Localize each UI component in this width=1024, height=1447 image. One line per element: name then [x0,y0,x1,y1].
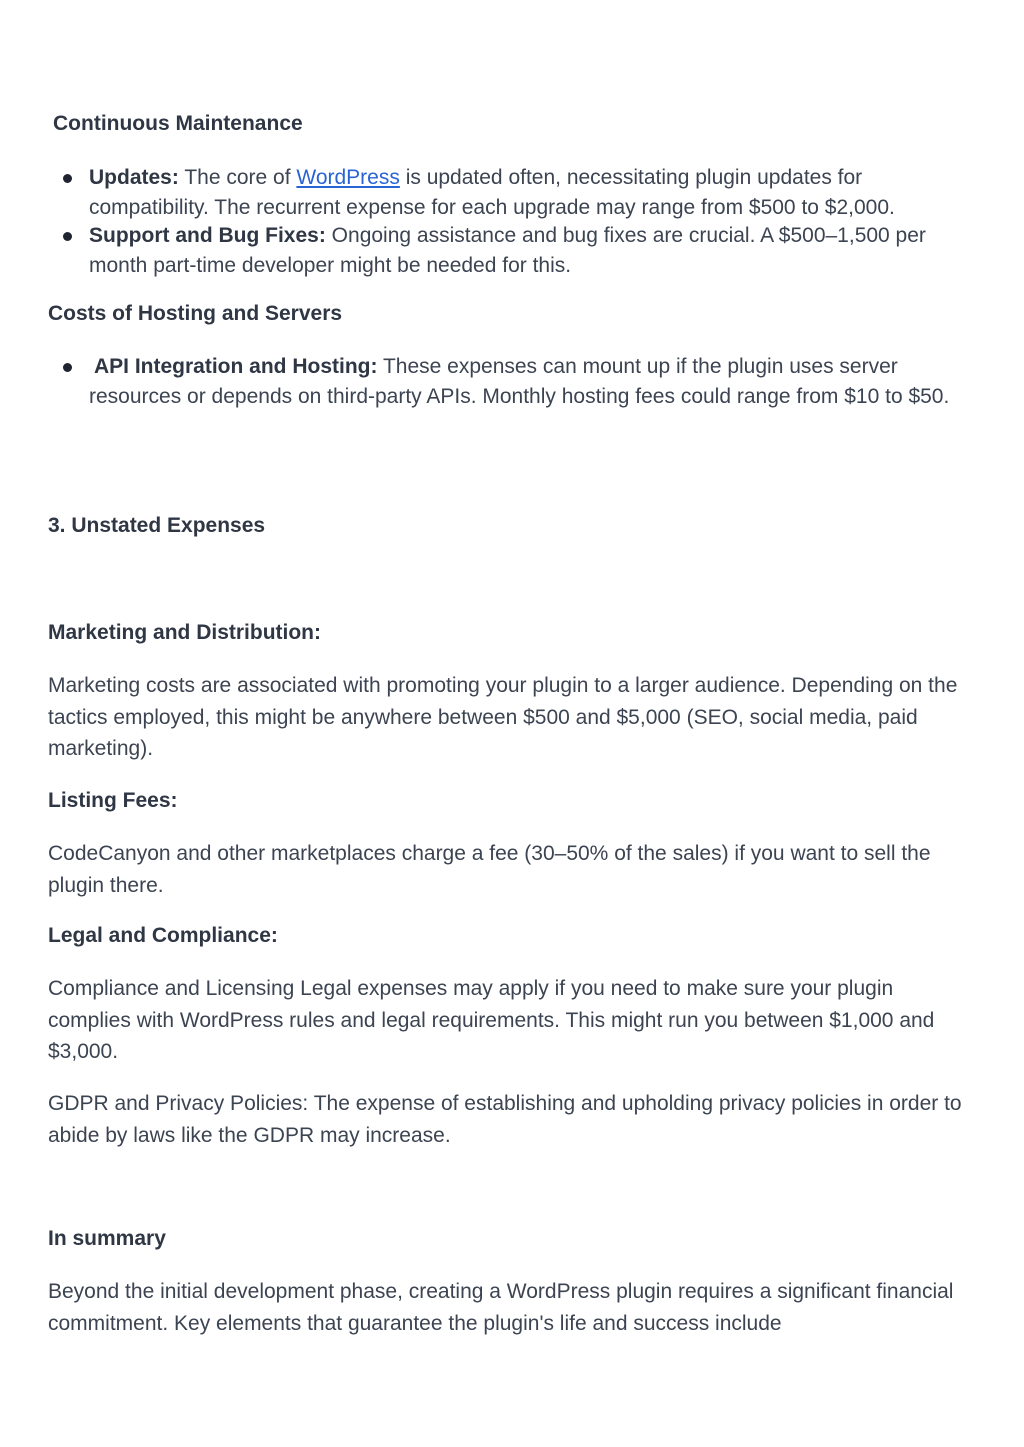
paragraph-listing-fees: CodeCanyon and other marketplaces charge a fee (30–50% of the sales) if you want to sell the plugin there. [48,842,931,897]
list-item-updates [89,163,974,222]
list-item-text: is updated often, necessitating plugin updates for compatibility. The recurrent expense for each upgrade may range from $500 to $2,000. [89,166,895,219]
heading-summary: In summary [48,1227,166,1250]
paragraph-legal-compliance: Compliance and Licensing Legal expenses may apply if you need to make sure your plugin complies with WordPress rules and legal requirements. This might run you between $1,000 and $3,000. [48,977,935,1063]
list-item-label: Updates: [89,166,179,189]
heading-hosting-costs: Costs of Hosting and Servers [48,302,343,325]
wordpress-link[interactable]: WordPress [296,166,400,189]
heading-listing-fees: Listing Fees: [48,789,178,812]
paragraph-marketing: Marketing costs are associated with promoting your plugin to a larger audience. Depending on the tactics employed, this might be anywhere between $500 and $5,000 (SEO, social media, paid marketing). [48,674,958,760]
heading-continuous-maintenance: Continuous Maintenance [53,112,303,135]
bullet-icon [63,363,72,372]
bullet-icon [63,232,72,241]
bullet-icon [63,174,72,183]
heading-marketing: Marketing and Distribution: [48,621,321,644]
paragraph-summary: Beyond the initial development phase, creating a WordPress plugin requires a significant financial commitment. Key elements that guarantee the plugin's life and success include [48,1280,954,1335]
heading-legal: Legal and Compliance: [48,924,278,947]
list-item-text: Ongoing assistance and bug fixes are crucial. A $500–1,500 per month part-time developer might be needed for this. [89,224,926,277]
list-item-support [89,221,974,280]
list-item-label: Support and Bug Fixes: [89,224,326,247]
paragraph-gdpr: GDPR and Privacy Policies: The expense of establishing and upholding privacy policies in order to abide by laws like the GDPR may increase. [48,1092,962,1147]
list-item-label: API Integration and Hosting: [94,355,378,378]
heading-unstated-expenses: 3. Unstated Expenses [48,514,266,537]
list-item-text: The core of [178,166,297,189]
list-item-text: These expenses can mount up if the plugin uses server resources or depends on third-party APIs. Monthly hosting fees could range from $10 to $50. [89,355,950,408]
list-item-api-hosting [89,352,974,411]
